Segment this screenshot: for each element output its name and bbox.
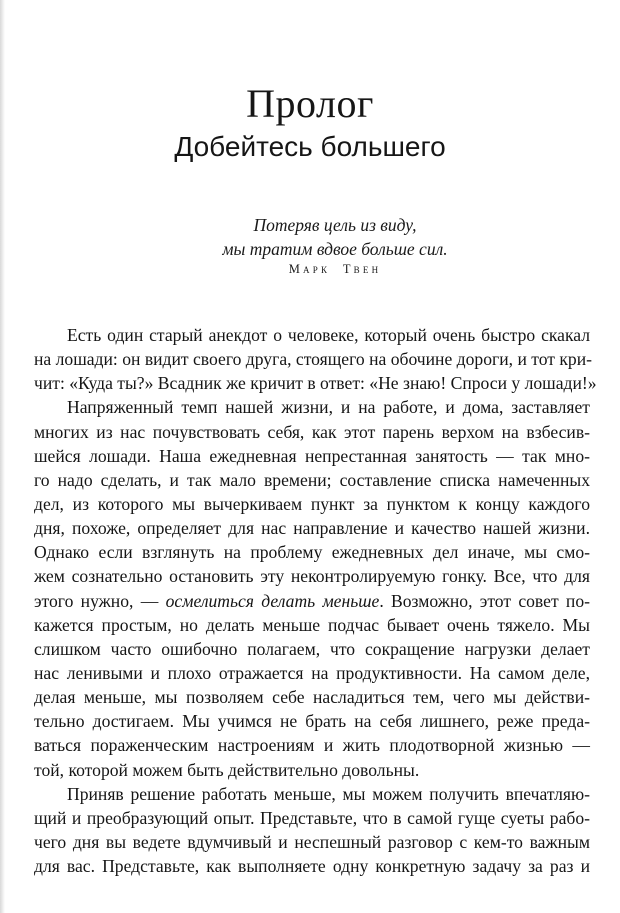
- body-text-fragment: . Возможно, этот совет по-: [379, 590, 590, 611]
- body-line: жем сознательно остановить эту неконтролируемую гонку. Все, что для: [34, 566, 590, 587]
- epigraph-author-first: Марк: [288, 262, 331, 276]
- body-line: той, которой можем быть действительно довольны.: [34, 759, 420, 780]
- body-line: Есть один старый анекдот о человеке, который очень быстро скакал: [67, 325, 590, 345]
- epigraph-line: мы тратим вдвое больше сил.: [222, 239, 448, 259]
- body-line: Однако если взглянуть на проблему ежедневных дел иначе, мы смо-: [34, 542, 590, 563]
- body-line: Приняв решение работать меньше, мы можем получить впечатляю-: [67, 783, 590, 804]
- body-line: [34, 589, 590, 613]
- body-line: щий и преобразующий опыт. Представьте, что в самой гуще суеты рабо-: [34, 807, 590, 828]
- body-line: нас ленивыми и плохо отражается на продуктивности. На самом деле,: [34, 662, 590, 683]
- body-text: [34, 323, 597, 878]
- emphasis-phrase: осмелиться делать меньше: [165, 590, 380, 611]
- chapter-title: Пролог: [246, 81, 374, 126]
- epigraph-author-last: Твен: [342, 262, 382, 276]
- body-line: делая меньше, мы позволяем себе насладиться тем, чего мы действи-: [34, 687, 590, 708]
- epigraph-line: Потеряв цель из виду,: [253, 215, 417, 235]
- body-line: дня, похоже, определяет для нас направление и качество нашей жизни.: [34, 518, 590, 539]
- body-line: чит: «Куда ты?» Всадник же кричит в ответ: «Не знаю! Спроси у лошади!»: [34, 373, 597, 394]
- body-line: тельно достигаем. Мы учимся не брать на себя лишнего, реже преда-: [34, 711, 590, 732]
- body-line: многих из нас почувствовать себя, как этот парень верхом на взбесив-: [34, 421, 590, 442]
- body-line: кажется простым, но делать меньше подчас бывает очень тяжело. Мы: [34, 614, 590, 635]
- chapter-subtitle: Добейтесь большего: [174, 131, 446, 162]
- body-line: дел, из которого мы вычеркиваем пункт за пунктом к концу каждого: [34, 493, 590, 514]
- body-line: ваться пораженческим настроениям и жить плодотворной жизнью —: [34, 735, 590, 756]
- body-line: для вас. Представьте, как выполняете одну конкретную задачу за раз и: [34, 856, 590, 877]
- body-line: го надо сделать, и так мало времени; составление списка намеченных: [34, 469, 590, 490]
- body-line: шейся лошади. Наша ежедневная непрестанная занятость — так мно-: [34, 445, 590, 466]
- body-line: чего дня вы ведете вдумчивый и неспешный разговор с кем-то важным: [34, 831, 590, 852]
- body-text-fragment: этого нужно, —: [34, 590, 159, 611]
- body-line: слишком часто ошибочно полагаем, что сокращение нагрузки делает: [34, 638, 590, 659]
- body-line: Напряженный темп нашей жизни, и на работе, и дома, заставляет: [67, 397, 590, 418]
- epigraph-quote: [0, 213, 620, 261]
- body-line: на лошади: он видит своего друга, стоящего на обочине дороги, и тот кри-: [34, 349, 592, 370]
- epigraph-author: [0, 262, 620, 277]
